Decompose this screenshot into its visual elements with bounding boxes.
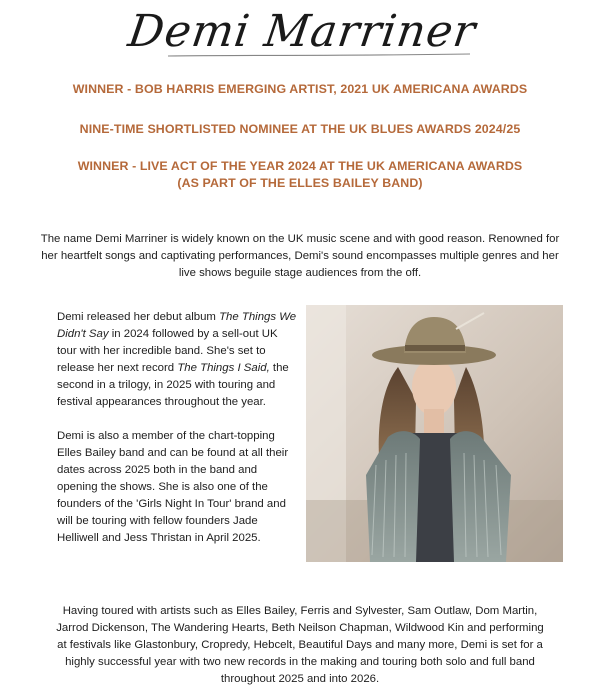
award-line bbox=[0, 158, 600, 192]
artist-photo bbox=[306, 305, 563, 562]
award-line: WINNER - BOB HARRIS EMERGING ARTIST, 2021 UK AMERICANA AWARDS bbox=[72, 82, 528, 96]
artist-logo-text: Demi Marriner bbox=[125, 6, 480, 57]
album-title: The Things I Said, bbox=[177, 362, 270, 374]
artist-logo bbox=[0, 4, 600, 70]
award-line-text: WINNER - LIVE ACT OF THE YEAR 2024 AT THE UK AMERICANA AWARDS bbox=[77, 159, 523, 173]
album-title: The Things We Didn't Say bbox=[57, 311, 297, 340]
bio-paragraph-2: Demi is also a member of the chart-topping Elles Bailey band and can be found at all their dates across 2025 both in the band and opening the shows. She is also one of the founders of the 'Girls Night In Tour' brand and will be touring with fellow founders Jade Helliwell and Jess Thristan in April 2025. bbox=[57, 430, 289, 544]
outro-paragraph: Having toured with artists such as Elles Bailey, Ferris and Sylvester, Sam Outlaw, Dom Martin, Jarrod Dickenson, The Wandering Hearts, Beth Neilson Chapman, Wildwood Kin and performing at festivals like Glastonbury, Cropredy, Hebcelt, Beautiful Days and many more, Demi is set for a highly successful year with two new records in the making and touring both solo and full band throughout 2025 and into 2026. bbox=[56, 605, 544, 685]
award-line-note: (AS PART OF THE ELLES BAILEY BAND) bbox=[177, 176, 423, 190]
bio-paragraph-1: Demi released her debut album The Things We Didn't Say in 2024 followed by a sell-out UK tour with her incredible band. She's set to release her next record The Things I Said, the second in a trilogy, in 2025 with touring and festival appearances throughout the year. bbox=[57, 311, 297, 408]
intro-paragraph: The name Demi Marriner is widely known on the UK music scene and with good reason. Renowned for her heartfelt songs and captivating performances, Demi's sound encompasses multiple genres and her live shows beguile stage audiences from the off. bbox=[40, 233, 560, 279]
bio-column bbox=[57, 309, 297, 564]
artist-photo-illustration bbox=[306, 305, 563, 562]
award-line: NINE-TIME SHORTLISTED NOMINEE AT THE UK BLUES AWARDS 2024/25 bbox=[79, 122, 521, 136]
